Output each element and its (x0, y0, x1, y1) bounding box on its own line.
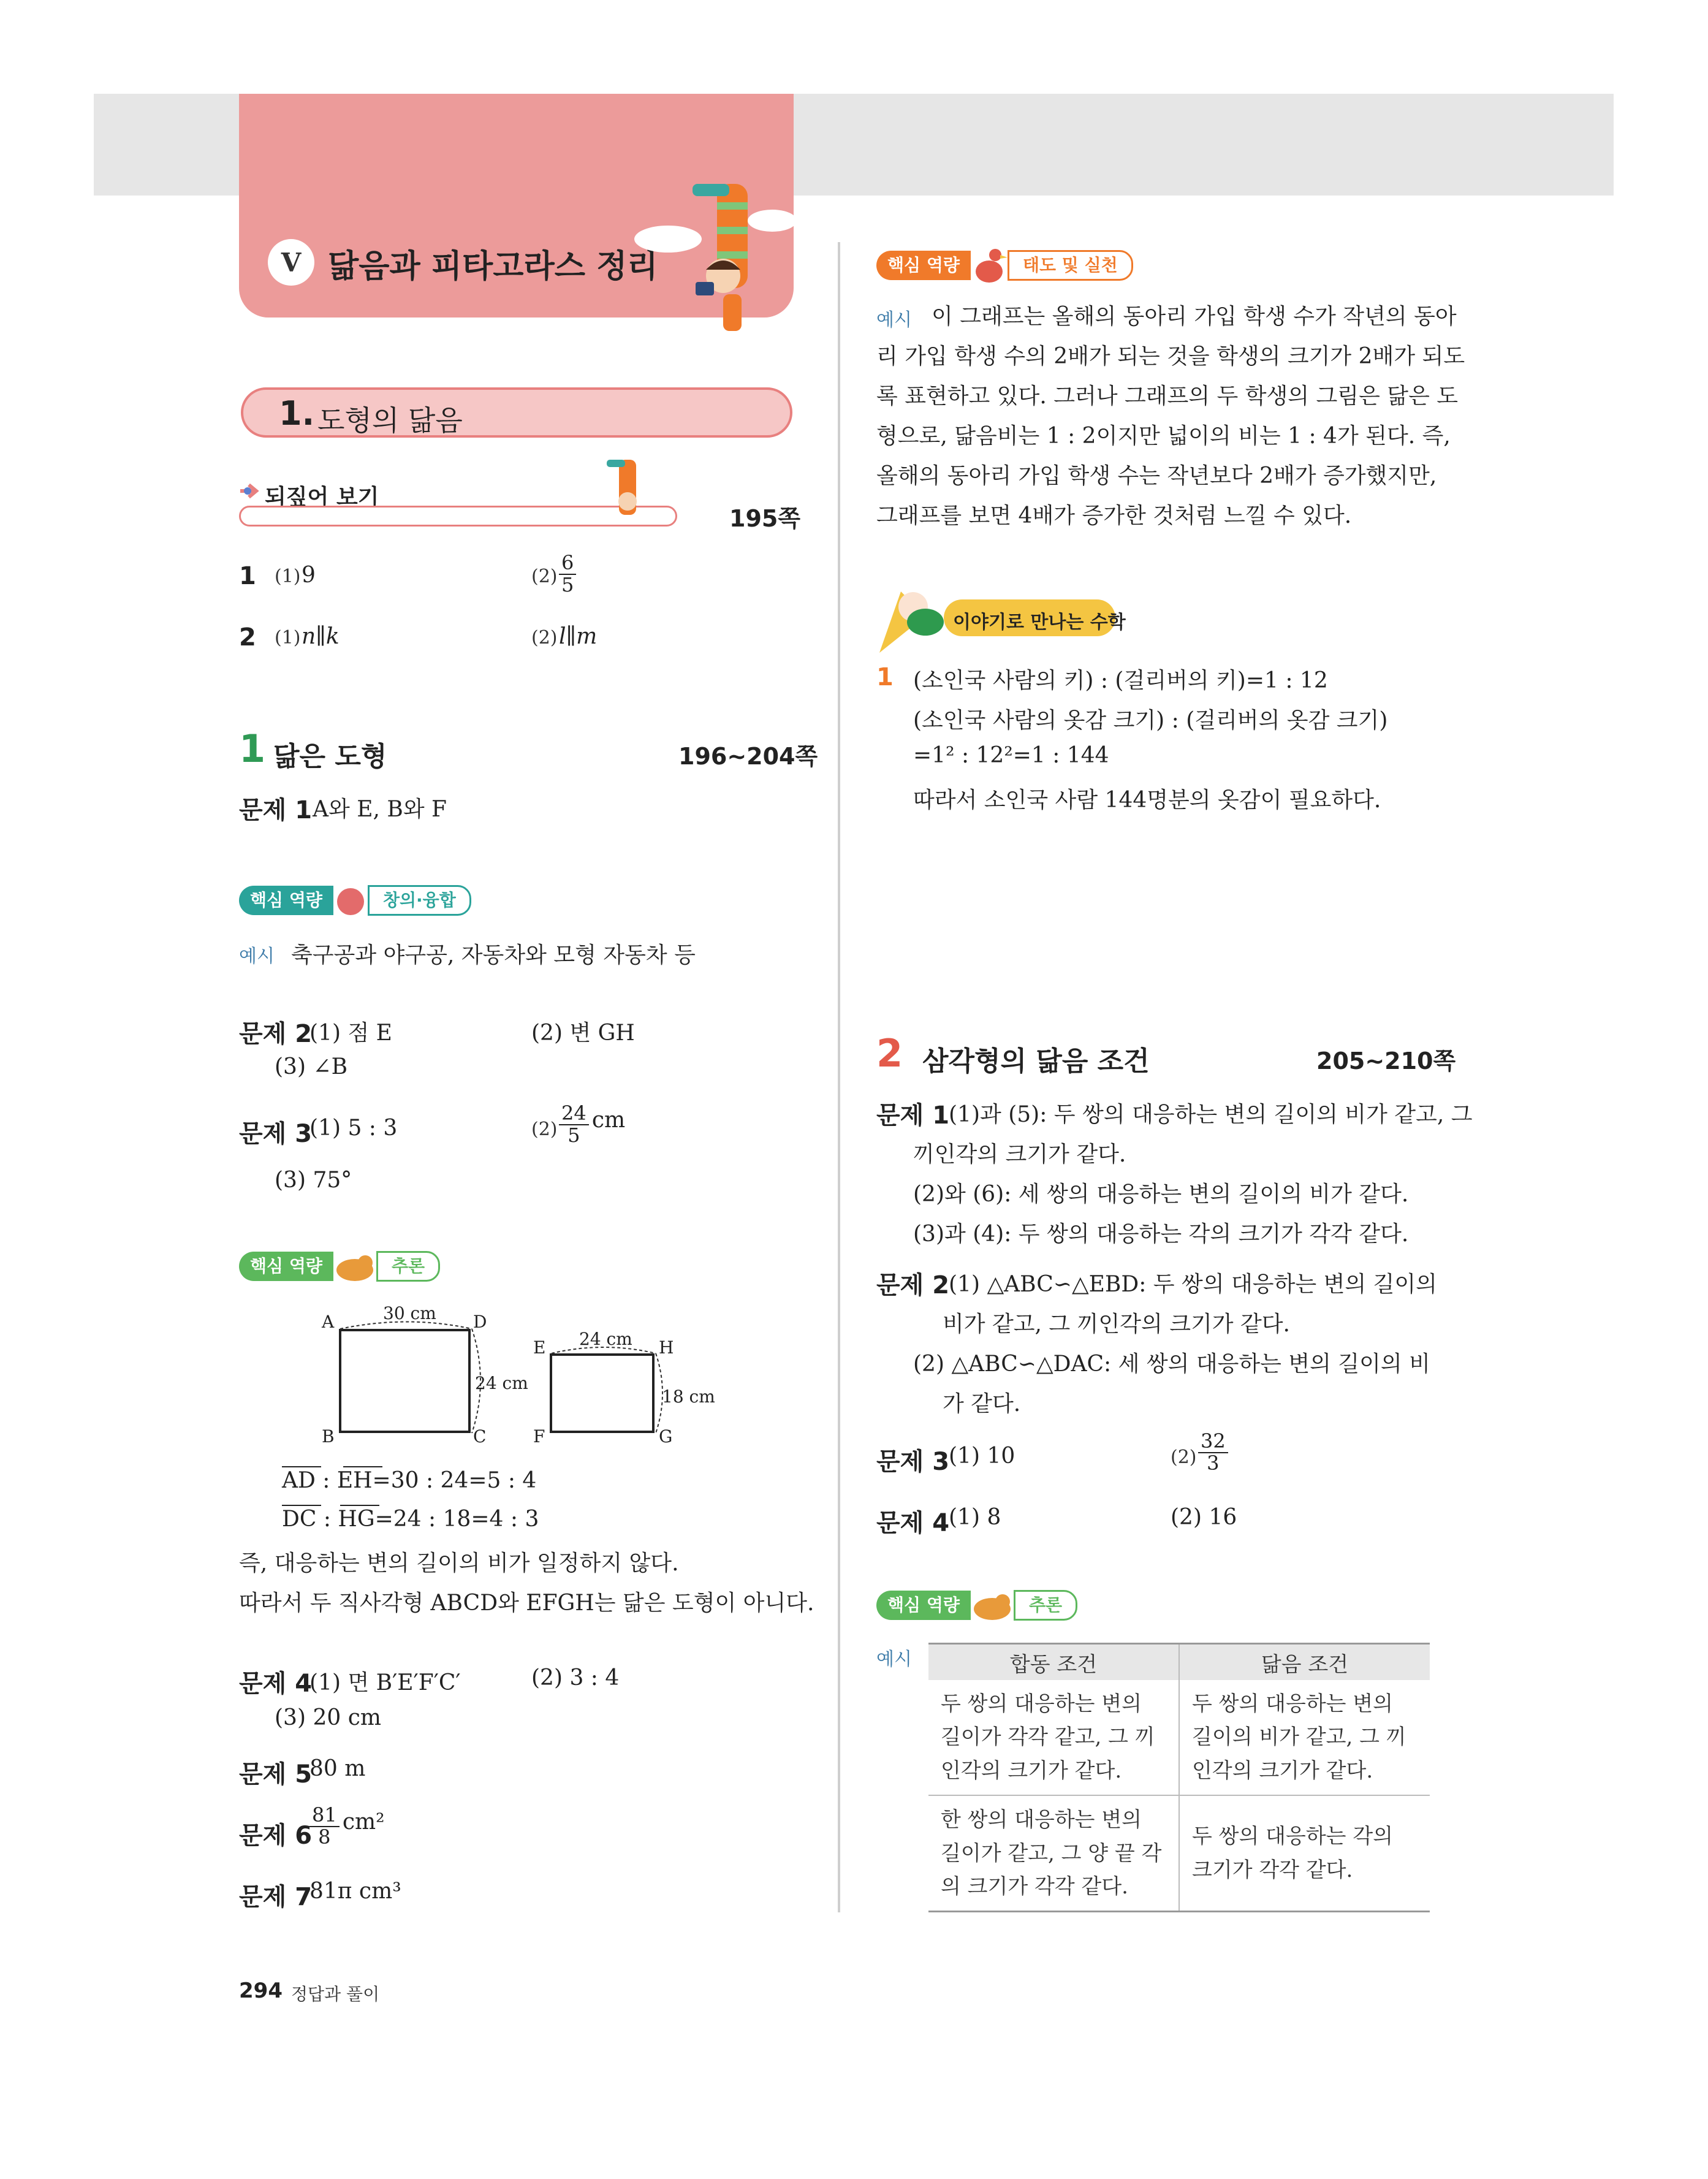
chapter-title: 닮음과 피타고라스 정리 (328, 248, 658, 285)
answer-fraction: $\frac{24}{5}$ cm (559, 1103, 625, 1146)
problem-label: 문제 3 (876, 1448, 950, 1476)
problem-answer-line: (2) △ABC∽△DAC: 세 쌍의 대응하는 변의 길이의 비 (913, 1352, 1430, 1377)
vertex-label: B (322, 1426, 335, 1447)
overline (282, 1466, 321, 1467)
overline (282, 1505, 321, 1506)
table-cell: 한 쌍의 대응하는 변의 길이가 같고, 그 양 끝 각의 크기가 각각 같다. (928, 1795, 1179, 1912)
page-number: 294 (239, 1979, 283, 2003)
answer-label: (2) (531, 1119, 558, 1140)
example-label: 예시 (239, 946, 275, 967)
problem-label: 문제 1 (876, 1101, 950, 1130)
problem-answer: (1) 10 (949, 1443, 1015, 1469)
problem-answer: (3) 75° (275, 1168, 352, 1193)
example-text-line: 이 그래프는 올해의 동아리 가입 학생 수가 작년의 동아 (932, 304, 1457, 329)
problem-label: 문제 2 (876, 1271, 950, 1299)
table-row (928, 1680, 1430, 1795)
answer-label: (1) (275, 627, 301, 648)
problem-answer-line: (2)와 (6): 세 쌍의 대응하는 변의 길이의 비가 같다. (913, 1182, 1409, 1207)
answer-value: 9 (302, 563, 316, 588)
table-header: 합동 조건 (928, 1644, 1179, 1681)
dimension-label: 24 cm (579, 1329, 632, 1349)
chapter-number: Ⅴ (268, 239, 314, 286)
problem-label: 문제 4 (876, 1509, 950, 1537)
bird-icon (971, 244, 1008, 287)
story-line: (소인국 사람의 키) : (걸리버의 키)=1 : 12 (913, 668, 1328, 693)
problem-answer-line: (3)과 (4): 두 쌍의 대응하는 각의 크기가 각각 같다. (913, 1222, 1409, 1247)
problem-answer-line: 비가 같고, 그 끼인각의 크기가 같다. (943, 1312, 1290, 1337)
problem-label: 문제 1 (239, 796, 313, 824)
table-header: 닮음 조건 (1179, 1644, 1430, 1681)
example-text-line: 올해의 동아리 가입 학생 수는 작년보다 2배가 증가했지만, (876, 463, 1437, 489)
overline (343, 1466, 382, 1467)
section-number: 1. (279, 394, 315, 433)
story-item-number: 1 (876, 663, 894, 691)
answer-label: (2) (531, 566, 558, 587)
subsection-title: 삼각형의 닮음 조건 (922, 1046, 1150, 1077)
cat-icon (333, 883, 368, 918)
vertex-label: F (533, 1426, 545, 1447)
cat-icon (333, 1249, 376, 1283)
table-cell: 두 쌍의 대응하는 각의 크기가 각각 같다. (1179, 1795, 1430, 1912)
vertex-label: C (473, 1426, 487, 1447)
subsection-number: 2 (876, 1031, 903, 1076)
comparison-table (928, 1643, 1430, 1912)
conclusion-line: 즉, 대응하는 변의 길이의 비가 일정하지 않다. (239, 1551, 679, 1576)
problem-label: 문제 4 (239, 1670, 313, 1698)
problem-label: 문제 5 (239, 1760, 313, 1789)
calculation-line: AD : EH=30 : 24=5 : 4 (282, 1468, 537, 1493)
story-line: (소인국 사람의 옷감 크기) : (걸리버의 옷감 크기) (913, 708, 1388, 733)
example-text: 축구공과 야구공, 자동차와 모형 자동차 등 (291, 943, 696, 968)
problem-answer: 81π cm³ (309, 1879, 401, 1904)
problem-answer: (2) 3 : 4 (531, 1665, 620, 1690)
story-line: 따라서 소인국 사람 144명분의 옷감이 필요하다. (913, 788, 1381, 813)
example-label: 예시 (876, 1649, 912, 1670)
vertex-label: E (533, 1337, 546, 1358)
arrow-icon (239, 480, 261, 502)
answer-fraction: $\frac{6}{5}$ (559, 553, 576, 595)
vertex-label: A (322, 1312, 335, 1332)
column-divider (838, 242, 840, 1912)
problem-answer-line: (1) △ABC∽△EBD: 두 쌍의 대응하는 변의 길이의 (949, 1272, 1437, 1297)
problem-label: 문제 7 (239, 1883, 313, 1911)
problem-answer: (2) 16 (1171, 1505, 1237, 1530)
subsection-number: 1 (239, 726, 266, 771)
answer-fraction: $\frac{81}{8}$ cm² (309, 1805, 385, 1847)
answer-label: (2) (1171, 1447, 1197, 1468)
cat-icon (971, 1588, 1014, 1622)
competency-badge: 핵심 역량 창의·융합 (239, 884, 471, 916)
table-row (928, 1795, 1430, 1912)
dimension-label: 18 cm (662, 1386, 715, 1407)
problem-answer-line: 끼인각의 크기가 같다. (913, 1142, 1126, 1167)
example-text-line: 그래프를 보면 4배가 증가한 것처럼 느낄 수 있다. (876, 503, 1352, 528)
footer-label: 정답과 풀이 (291, 1984, 380, 2004)
review-page: 195쪽 (729, 505, 801, 532)
review-item-number: 1 (239, 562, 256, 590)
answer-fraction: $\frac{32}{3}$ (1198, 1431, 1228, 1474)
example-label: 예시 (876, 310, 912, 331)
example-text-line: 형으로, 닮음비는 1 : 2이지만 넓이의 비는 1 : 4가 된다. 즉, (876, 424, 1451, 449)
problem-answer: (1) 8 (949, 1505, 1001, 1530)
problem-label: 문제 2 (239, 1020, 313, 1048)
example-text-line: 록 표현하고 있다. 그러나 그래프의 두 학생의 그림은 닮은 도 (876, 384, 1459, 409)
problem-answer: A와 E, B와 F (313, 797, 447, 822)
problem-answer: 80 m (309, 1756, 366, 1781)
answer-value: l∥m (559, 624, 598, 649)
example-text-line: 리 가입 학생 수의 2배가 되는 것을 학생의 크기가 2배가 되도 (876, 344, 1465, 369)
calculation-line: DC : HG=24 : 18=4 : 3 (282, 1507, 539, 1532)
character-mini-icon (601, 454, 650, 527)
review-item-number: 2 (239, 623, 256, 652)
table-cell: 두 쌍의 대응하는 변의 길이의 비가 같고, 그 끼인각의 크기가 같다. (1179, 1680, 1430, 1795)
problem-label: 문제 3 (239, 1120, 313, 1148)
competency-badge: 핵심 역량 추론 (876, 1589, 1077, 1621)
answer-label: (1) (275, 566, 301, 587)
dimension-label: 30 cm (383, 1303, 436, 1323)
problem-label: 문제 6 (239, 1822, 313, 1850)
story-title: 이야기로 만나는 수학 (953, 612, 1126, 633)
problem-answer: (1) 면 B′E′F′C′ (309, 1670, 461, 1695)
problem-answer-line: 가 같다. (943, 1391, 1021, 1417)
competency-badge: 핵심 역량 태도 및 실천 (876, 249, 1133, 281)
dimension-label: 24 cm (475, 1373, 528, 1393)
overline (340, 1505, 379, 1506)
subsection-title: 닮은 도형 (273, 741, 387, 772)
problem-answer: (1) 5 : 3 (309, 1116, 398, 1141)
vertex-label: H (659, 1337, 674, 1358)
competency-badge: 핵심 역량 추론 (239, 1250, 440, 1282)
story-line: =1² : 12²=1 : 144 (913, 743, 1109, 768)
conclusion-line: 따라서 두 직사각형 ABCD와 EFGH는 닮은 도형이 아니다. (239, 1591, 814, 1616)
vertex-label: G (659, 1426, 673, 1447)
table-cell: 두 쌍의 대응하는 변의 길이가 각각 같고, 그 끼인각의 크기가 같다. (928, 1680, 1179, 1795)
review-title: 되짚어 보기 (265, 485, 379, 510)
problem-answer: (3) ∠B (275, 1054, 348, 1079)
section-title: 도형의 닮음 (317, 404, 463, 437)
answer-value: n∥k (302, 624, 340, 649)
answer-label: (2) (531, 627, 558, 648)
problem-answer: (3) 20 cm (275, 1705, 381, 1730)
problem-answer: (1) 점 E (309, 1021, 392, 1046)
problem-answer: (2) 변 GH (531, 1021, 635, 1046)
subsection-pages: 196~204쪽 (678, 743, 818, 770)
subsection-pages: 205~210쪽 (1316, 1048, 1456, 1074)
character-illustration (631, 172, 797, 349)
vertex-label: D (473, 1312, 487, 1332)
problem-answer-line: (1)과 (5): 두 쌍의 대응하는 변의 길이의 비가 같고, 그 (949, 1102, 1473, 1127)
